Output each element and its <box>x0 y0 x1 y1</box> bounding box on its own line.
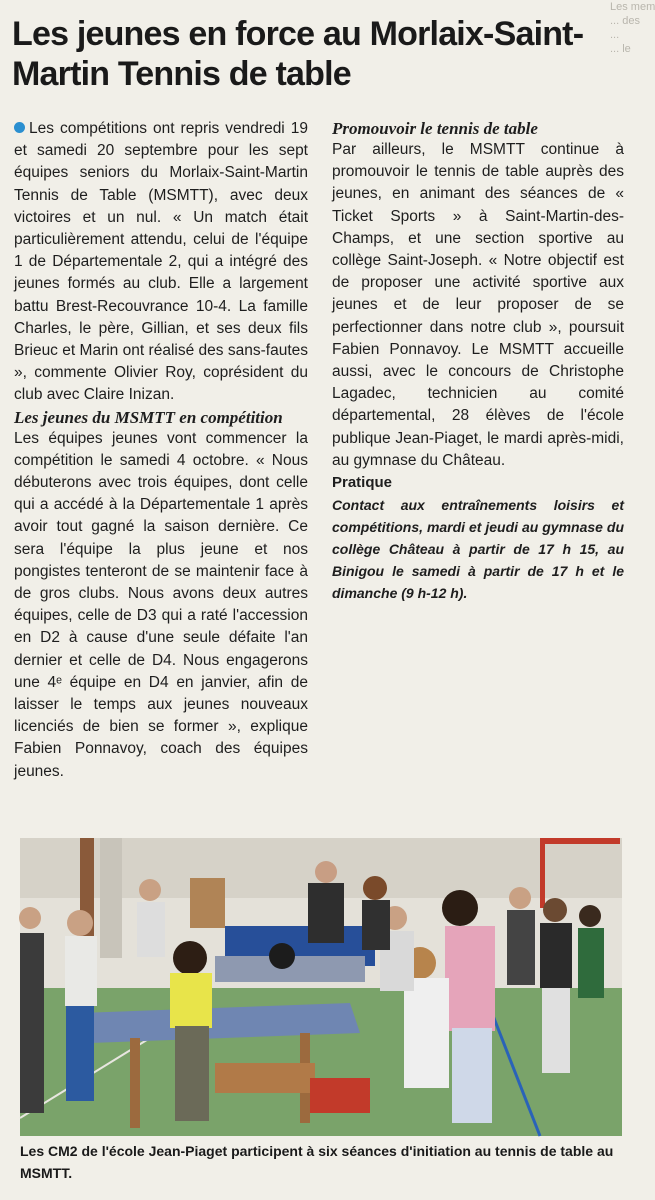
adjacent-page-bleed: Les mem ... des ... ... le <box>610 1 655 55</box>
photo-illustration <box>20 838 622 1136</box>
pratique-title: Pratique <box>332 474 393 492</box>
intro-text: Les compétitions ont repris vendredi 19 et samedi 20 septembre pour les sept équipes seniors du Morlaix-Saint-Martin Tennis de Table (MSMTT), avec deux victoires et un nul. « Un match était particulièrement attendu, celui de l'équipe 1 de Départementale 2, qui a intégré des jeunes formés au club. Elle a largement battu Brest-Recouvrance 10-4. La famille Charles, le père, Gillian, et ses deux fils Brieuc et Marin ont réalisé des sans-fautes », commente Olivier Roy, coprésident du club avec Claire Inizan. <box>14 120 308 404</box>
photo <box>20 838 622 1136</box>
intro-paragraph <box>14 118 308 407</box>
section1-title: Les jeunes du MSMTT en compétition <box>14 407 283 427</box>
photo-caption: Les CM2 de l'école Jean-Piaget participent à six séances d'initiation au tennis de table au MSMTT. <box>20 1143 614 1181</box>
section2-title: Promouvoir le tennis de table <box>332 119 538 138</box>
column-right <box>332 118 624 604</box>
column-left <box>14 118 308 783</box>
section2-body: Par ailleurs, le MSMTT continue à promouvoir le tennis de table auprès des jeunes, en animant des séances de « Ticket Sports » à Saint-Martin-des-Champs, et une section sportive au collège Saint-Joseph. « Notre objectif est de proposer une activité sportive aux jeunes et de leur proposer de se perfectionner dans notre club », poursuit Fabien Ponnavoy. Le MSMTT accueille aussi, avec le concours de Christophe Lagadec, technicien au comité départemental, 28 élèves de l'école publique Jean-Piaget, le mardi après-midi, au gymnase du Château. <box>332 141 624 469</box>
section1-body: Les équipes jeunes vont commencer la compétition le samedi 4 octobre. « Nous débuterons avec trois équipes, dont celle qui a accédé à la Départementale 1 après avoir tout gagné la saison dernière. Ce sera l'équipe la plus jeune et nos pongistes tenteront de se maintenir face à de gros clubs. Nous avons deux autres équipes, celle de D3 qui a raté l'accession en D2 à cause d'une seule défaite l'an dernier et celle de D4. Nous engagerons une 4ᵉ équipe en D4 en janvier, afin de laisser le temps aux jeunes nouveaux licenciés de bien se former », explique Fabien Ponnavoy, coach des équipes jeunes. <box>14 429 308 780</box>
bullet-dot-icon <box>14 122 25 133</box>
pratique-body: Contact aux entraînements loisirs et compétitions, mardi et jeudi au gymnase du collège Château à partir de 17 h 15, au Binigou le samedi à partir de 17 h et le dimanche (9 h-12 h). <box>332 497 624 602</box>
headline: Les jeunes en force au Morlaix-Saint-Martin Tennis de table <box>12 15 584 93</box>
